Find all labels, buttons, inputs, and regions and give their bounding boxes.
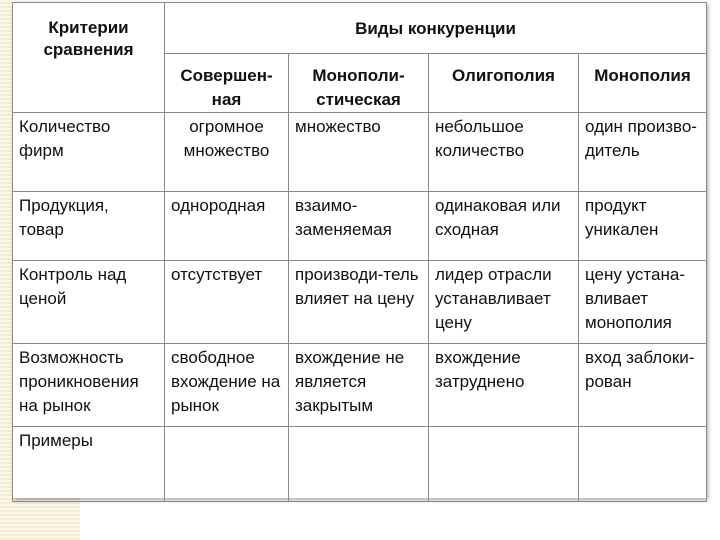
table-cell (165, 427, 289, 502)
table-cell: одинаковая или сходная (429, 192, 579, 261)
table-cell: небольшое количество (429, 113, 579, 192)
row-label: Возможность проникновения на рынок (13, 344, 165, 427)
table-cell: вхождение не является закрытым (289, 344, 429, 427)
table-cell: вход заблоки-рован (579, 344, 707, 427)
table-cell: множество (289, 113, 429, 192)
table-cell: однородная (165, 192, 289, 261)
row-label: Продукция, товар (13, 192, 165, 261)
row-label: Примеры (13, 427, 165, 502)
table-cell: один произво-дитель (579, 113, 707, 192)
table-cell (289, 427, 429, 502)
table-cell: вхождение затруднено (429, 344, 579, 427)
header-row-top (13, 3, 707, 54)
types-header: Виды конкуренции (165, 3, 707, 54)
table-row (13, 427, 707, 502)
table-cell: продукт уникален (579, 192, 707, 261)
table-cell: производи-тель влияет на цену (289, 261, 429, 344)
table-cell: цену устана-вливает монополия (579, 261, 707, 344)
column-header-oligopoly: Олигополия (429, 54, 579, 113)
column-header-monopoly: Монополия (579, 54, 707, 113)
competition-comparison-table (12, 2, 707, 502)
table-row (13, 113, 707, 192)
table-cell: свободное вхождение на рынок (165, 344, 289, 427)
table-row (13, 261, 707, 344)
column-header-monopolistic: Монополи-стическая (289, 54, 429, 113)
row-label: Количество фирм (13, 113, 165, 192)
table-cell (579, 427, 707, 502)
table-cell: огромное множество (165, 113, 289, 192)
table-cell (429, 427, 579, 502)
comparison-table-container (12, 2, 706, 498)
table-cell: отсутствует (165, 261, 289, 344)
table-row (13, 192, 707, 261)
table-row (13, 344, 707, 427)
criteria-header: Критерии сравнения (13, 3, 165, 113)
row-label: Контроль над ценой (13, 261, 165, 344)
table-cell: лидер отрасли устанавливает цену (429, 261, 579, 344)
column-header-perfect: Совершен-ная (165, 54, 289, 113)
table-cell: взаимо-заменяемая (289, 192, 429, 261)
